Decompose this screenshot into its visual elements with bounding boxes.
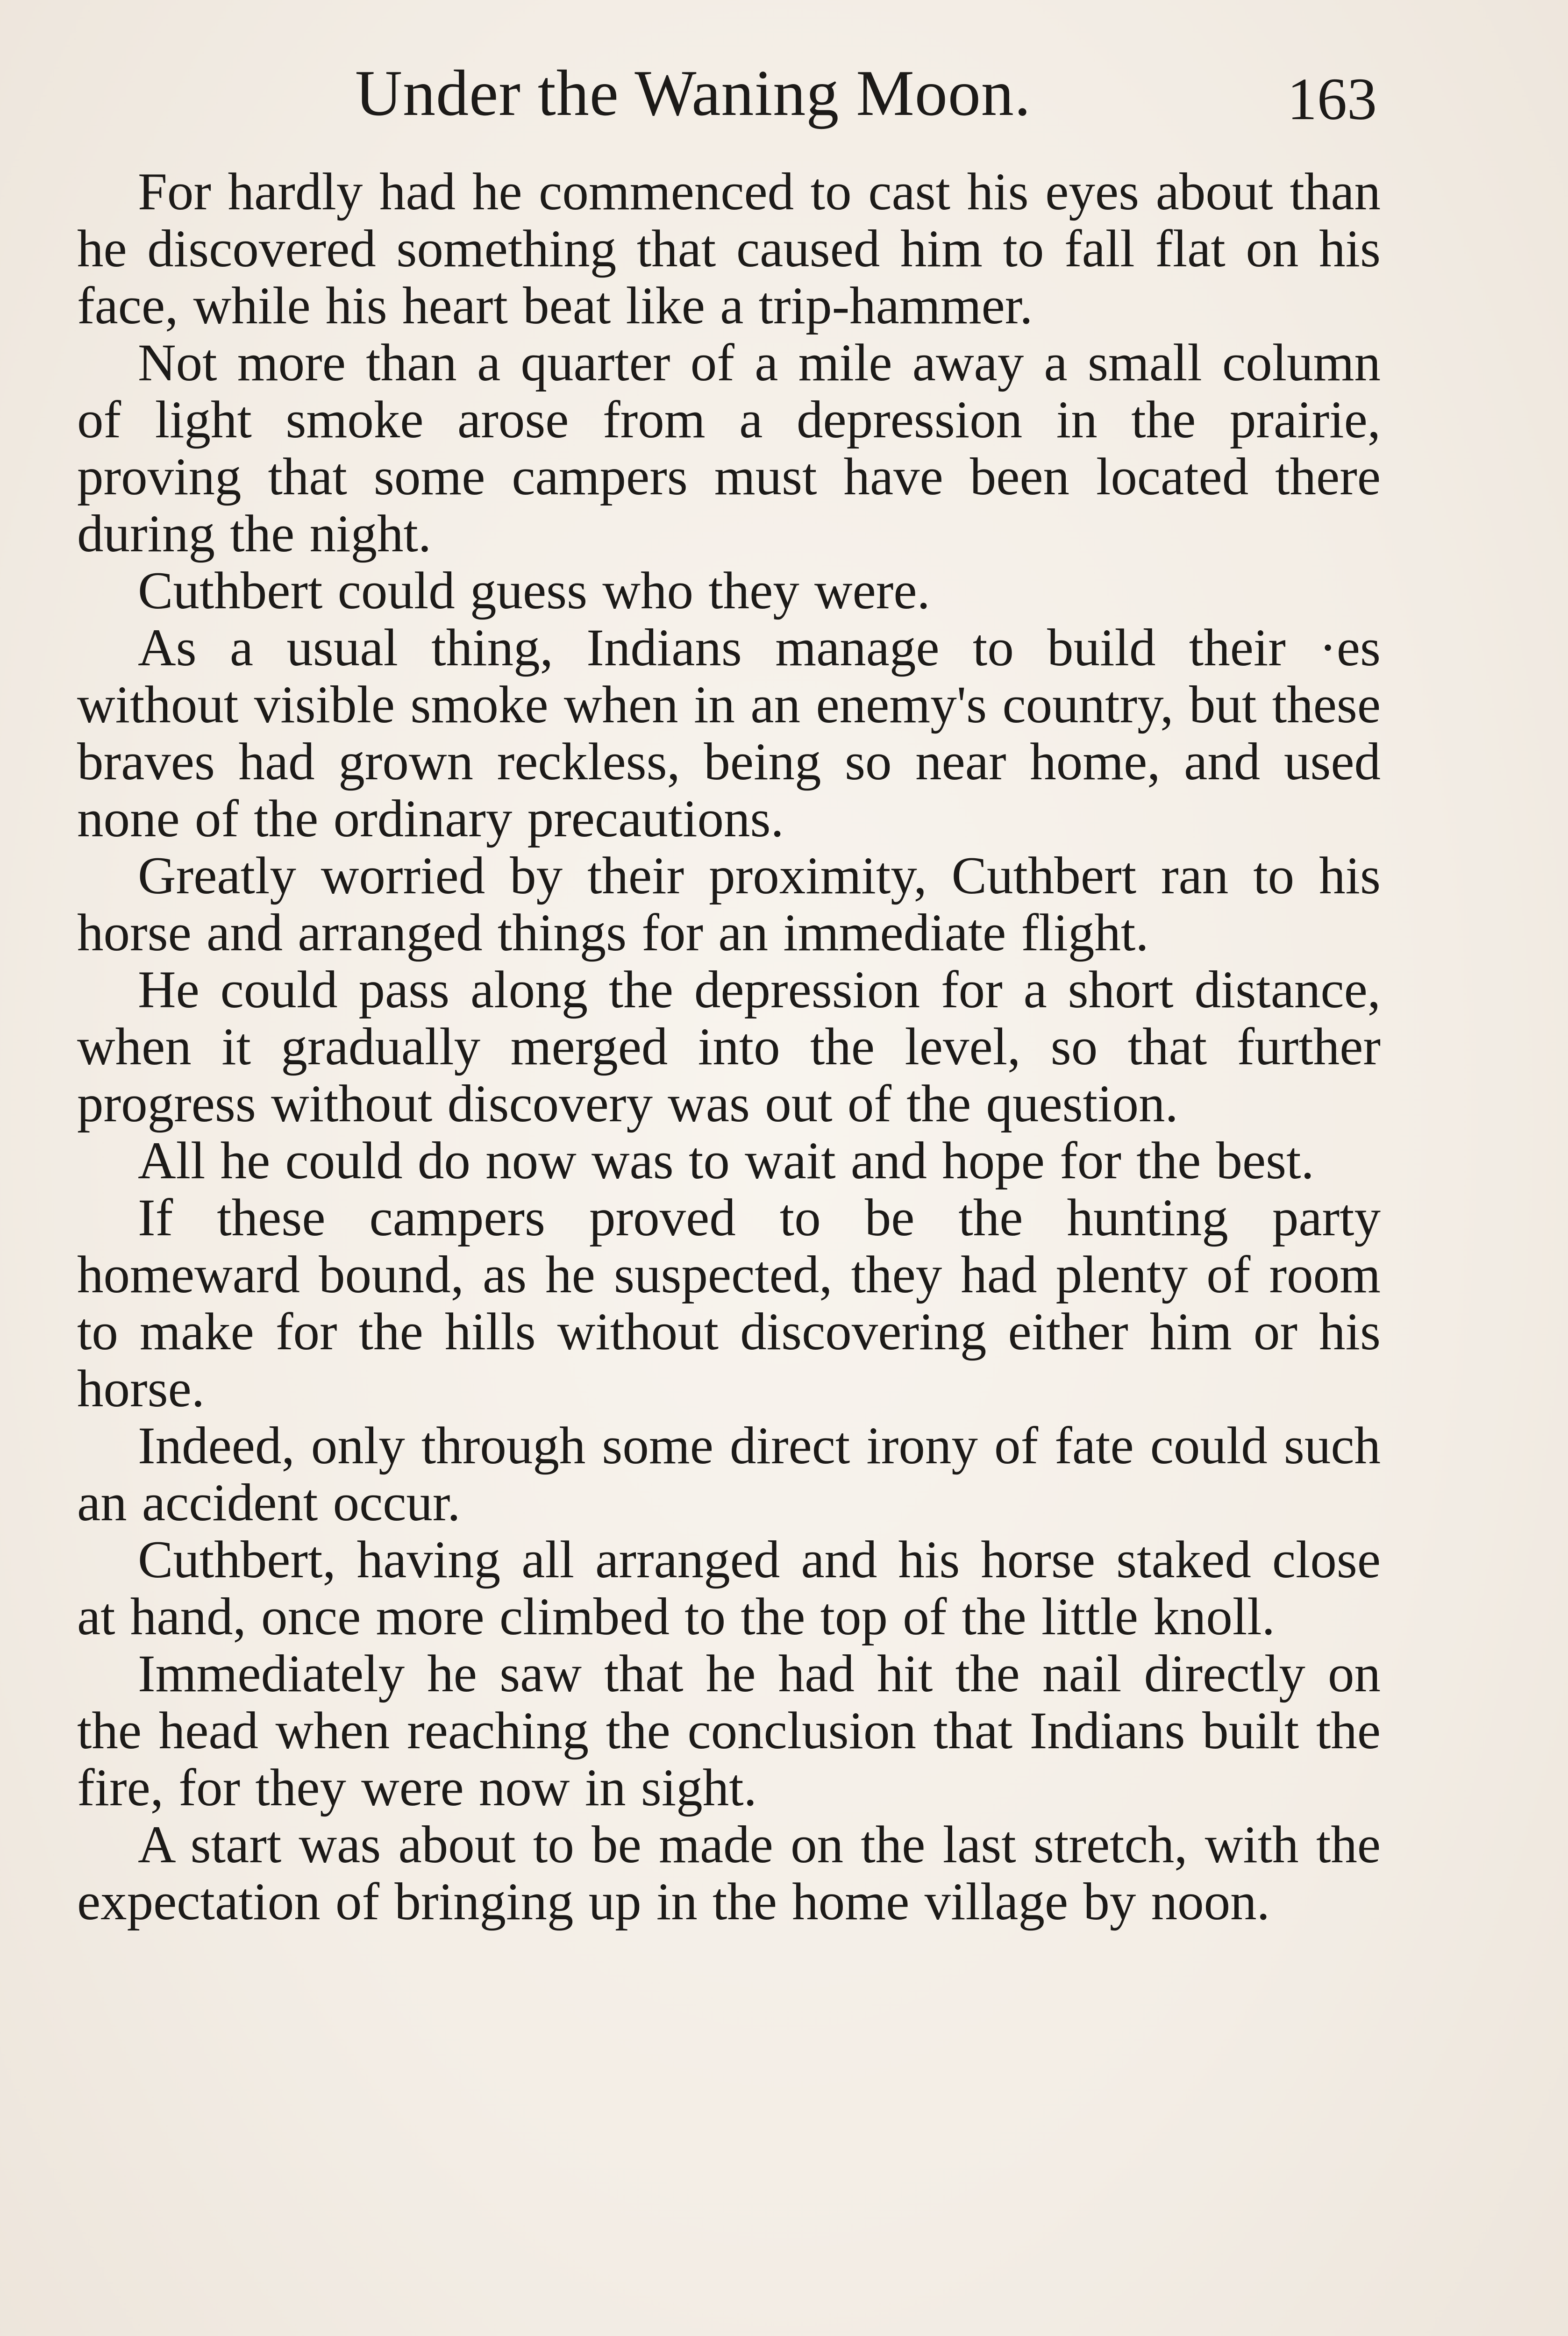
paragraph: As a usual thing, Indians manage to build their ·es without visible smoke when in an enemy's country, but these braves had grown reckless, being so near home, and used none of the ordinary precautions. — [77, 619, 1381, 848]
paragraph: Immediately he saw that he had hit the nail directly on the head when reaching the conclusion that Indians built the fire, for they were now in sight. — [77, 1645, 1381, 1817]
paragraph: For hardly had he commenced to cast his eyes about than he discovered something that caused him to fall flat on his face, while his heart beat like a trip-hammer. — [77, 163, 1381, 335]
page-header — [0, 56, 1568, 135]
paragraph: Indeed, only through some direct irony of fate could such an accident occur. — [77, 1417, 1381, 1532]
paragraph: A start was about to be made on the last stretch, with the expectation of bringing up in the home village by noon. — [77, 1816, 1381, 1931]
paragraph: He could pass along the depression for a short distance, when it gradually merged into the level, so that further progress without discovery was out of the question. — [77, 961, 1381, 1133]
running-head-title: Under the Waning Moon. — [355, 57, 1031, 129]
paragraph: Cuthbert, having all arranged and his horse staked close at hand, once more climbed to the top of the little knoll. — [77, 1531, 1381, 1646]
paragraph: If these campers proved to be the hunting party homeward bound, as he suspected, they had plenty of room to make for the hills without discovering either him or his horse. — [77, 1189, 1381, 1418]
page-number: 163 — [1287, 66, 1377, 132]
body-text — [77, 164, 1381, 1930]
paragraph: Not more than a quarter of a mile away a small column of light smoke arose from a depression in the prairie, proving that some campers must have been located there during the night. — [77, 334, 1381, 563]
paragraph: Cuthbert could guess who they were. — [138, 562, 930, 620]
paragraph: All he could do now was to wait and hope for the best. — [138, 1132, 1314, 1190]
paragraph: Greatly worried by their proximity, Cuthbert ran to his horse and arranged things for an immediate flight. — [77, 847, 1381, 962]
